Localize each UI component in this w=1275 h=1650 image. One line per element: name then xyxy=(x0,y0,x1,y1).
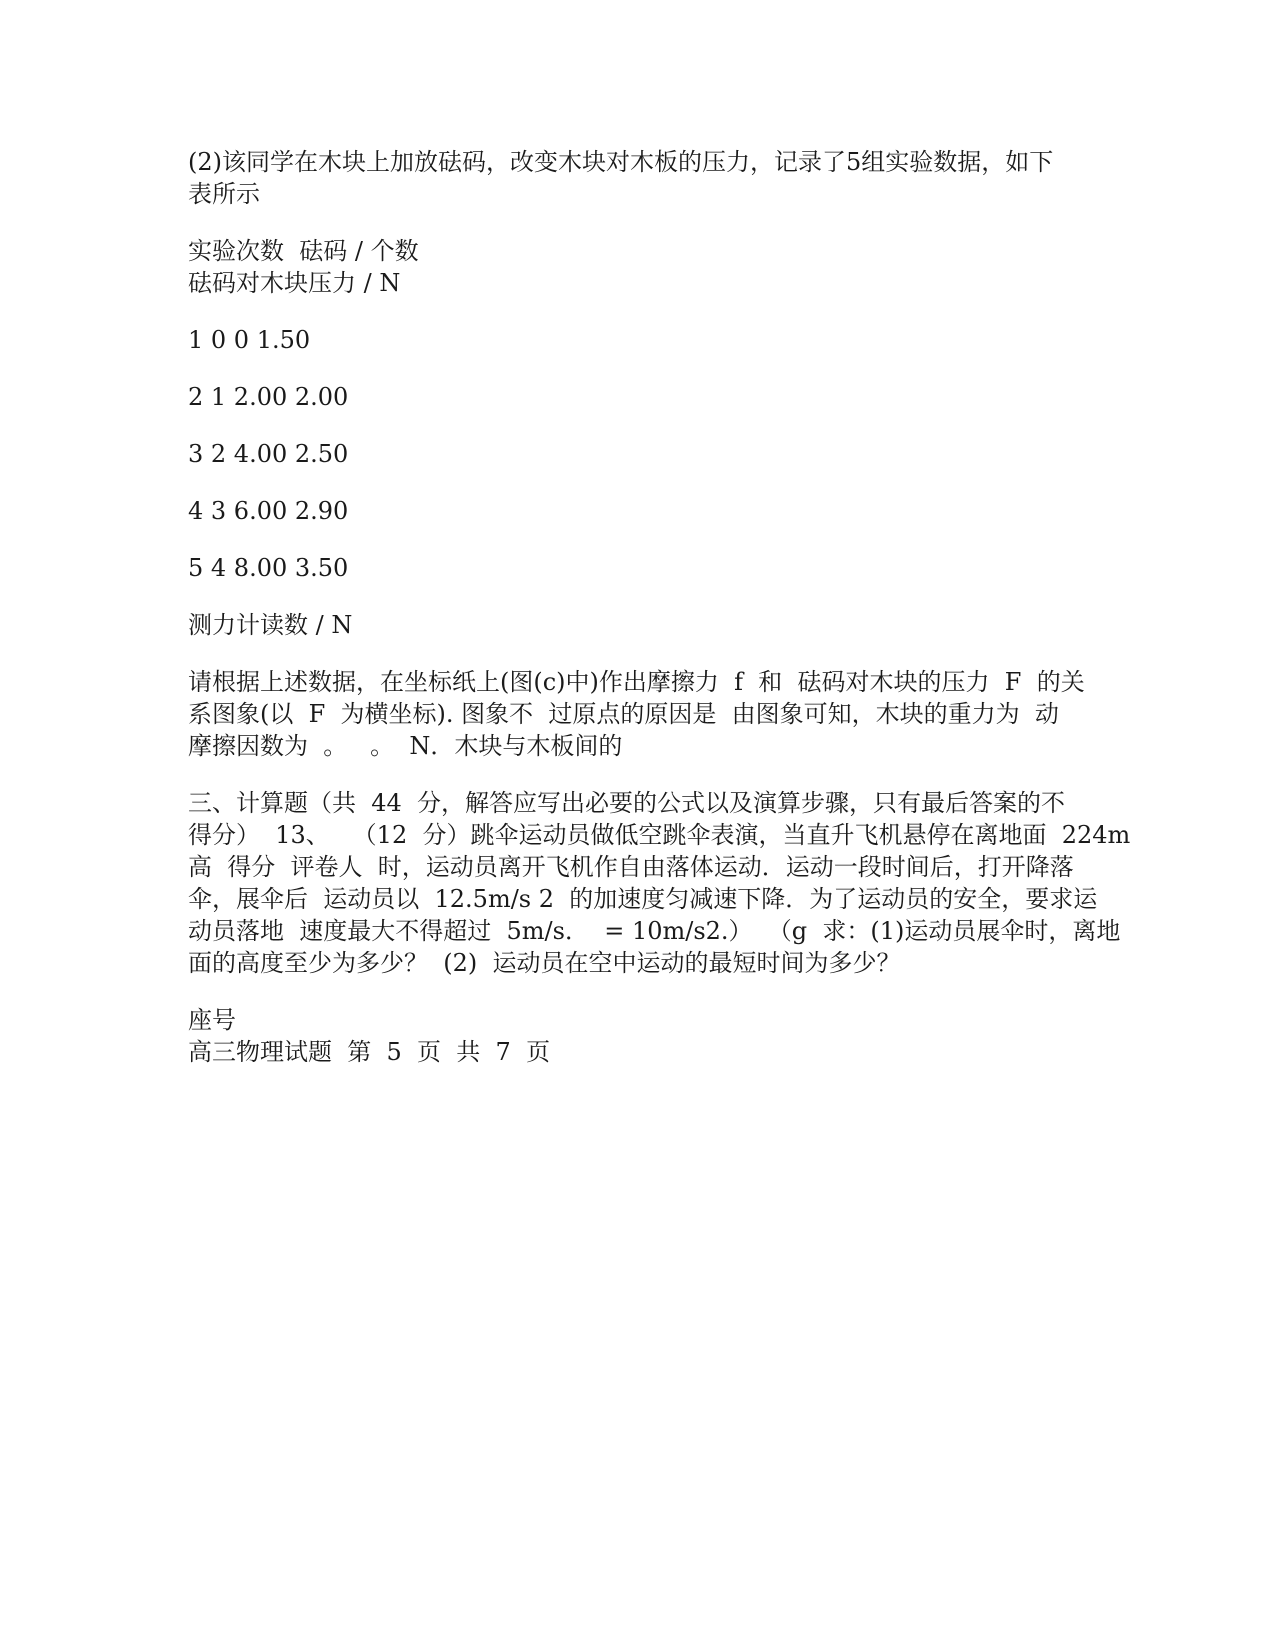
table-row-text: 4 3 6.00 2.90 xyxy=(188,497,349,525)
table-row xyxy=(188,381,1108,413)
page-number-footer: 高三物理试题 第 5 页 共 7 页 xyxy=(188,1038,551,1066)
table-row xyxy=(188,438,1108,470)
question-intro xyxy=(188,146,1108,210)
text-line: 三、计算题（共 44 分，解答应写出必要的公式以及演算步骤，只有最后答案的不 xyxy=(188,789,1066,817)
text-line: 高 得分 评卷人 时，运动员离开飞机作自由落体运动．运动一段时间后，打开降落 xyxy=(188,853,1074,881)
table-header-line: 砝码对木块压力 / N xyxy=(188,269,401,297)
table-row-text: 1 0 0 1.50 xyxy=(188,326,311,354)
table-footer-text: 测力计读数 / N xyxy=(188,611,353,639)
text-line: 伞，展伞后 运动员以 12.5m/s 2 的加速度匀减速下降．为了运动员的安全，要求运 xyxy=(188,885,1098,913)
calculation-question xyxy=(188,787,1131,979)
text-line: (2)该同学在木块上加放砝码，改变木块对木板的压力，记录了5组实验数据，如下 xyxy=(188,148,1054,176)
text-line: 得分） 13、 （12 分）跳伞运动员做低空跳伞表演，当直升飞机悬停在离地面 224m xyxy=(188,821,1131,849)
text-line: 系图象(以 F 为横坐标). 图象不 过原点的原因是 由图象可知，木块的重力为 动 xyxy=(188,700,1059,728)
text-line: 面的高度至少为多少？ (2) 运动员在空中运动的最短时间为多少？ xyxy=(188,949,901,977)
page-footer xyxy=(188,1004,1108,1068)
seat-number-label: 座号 xyxy=(188,1006,236,1034)
table-footer-label xyxy=(188,609,1108,641)
table-row-text: 3 2 4.00 2.50 xyxy=(188,440,349,468)
table-row-text: 5 4 8.00 3.50 xyxy=(188,554,349,582)
text-line: 请根据上述数据，在坐标纸上(图(c)中)作出摩擦力 f 和 砝码对木块的压力 F 的关 xyxy=(188,668,1085,696)
table-row-text: 2 1 2.00 2.00 xyxy=(188,383,349,411)
table-header xyxy=(188,235,1108,299)
page-content xyxy=(188,146,1131,1093)
table-row xyxy=(188,324,1108,356)
text-line: 表所示 xyxy=(188,180,260,208)
table-row xyxy=(188,552,1108,584)
text-line: 动员落地 速度最大不得超过 5m/s． = 10m/s2.） （g 求：(1)运动员展伞时，离地 xyxy=(188,917,1121,945)
graph-question xyxy=(188,666,1108,762)
text-line: 摩擦因数为 。 。 N．木块与木板间的 xyxy=(188,732,623,760)
table-row xyxy=(188,495,1108,527)
table-header-line: 实验次数 砝码 / 个数 xyxy=(188,237,419,265)
